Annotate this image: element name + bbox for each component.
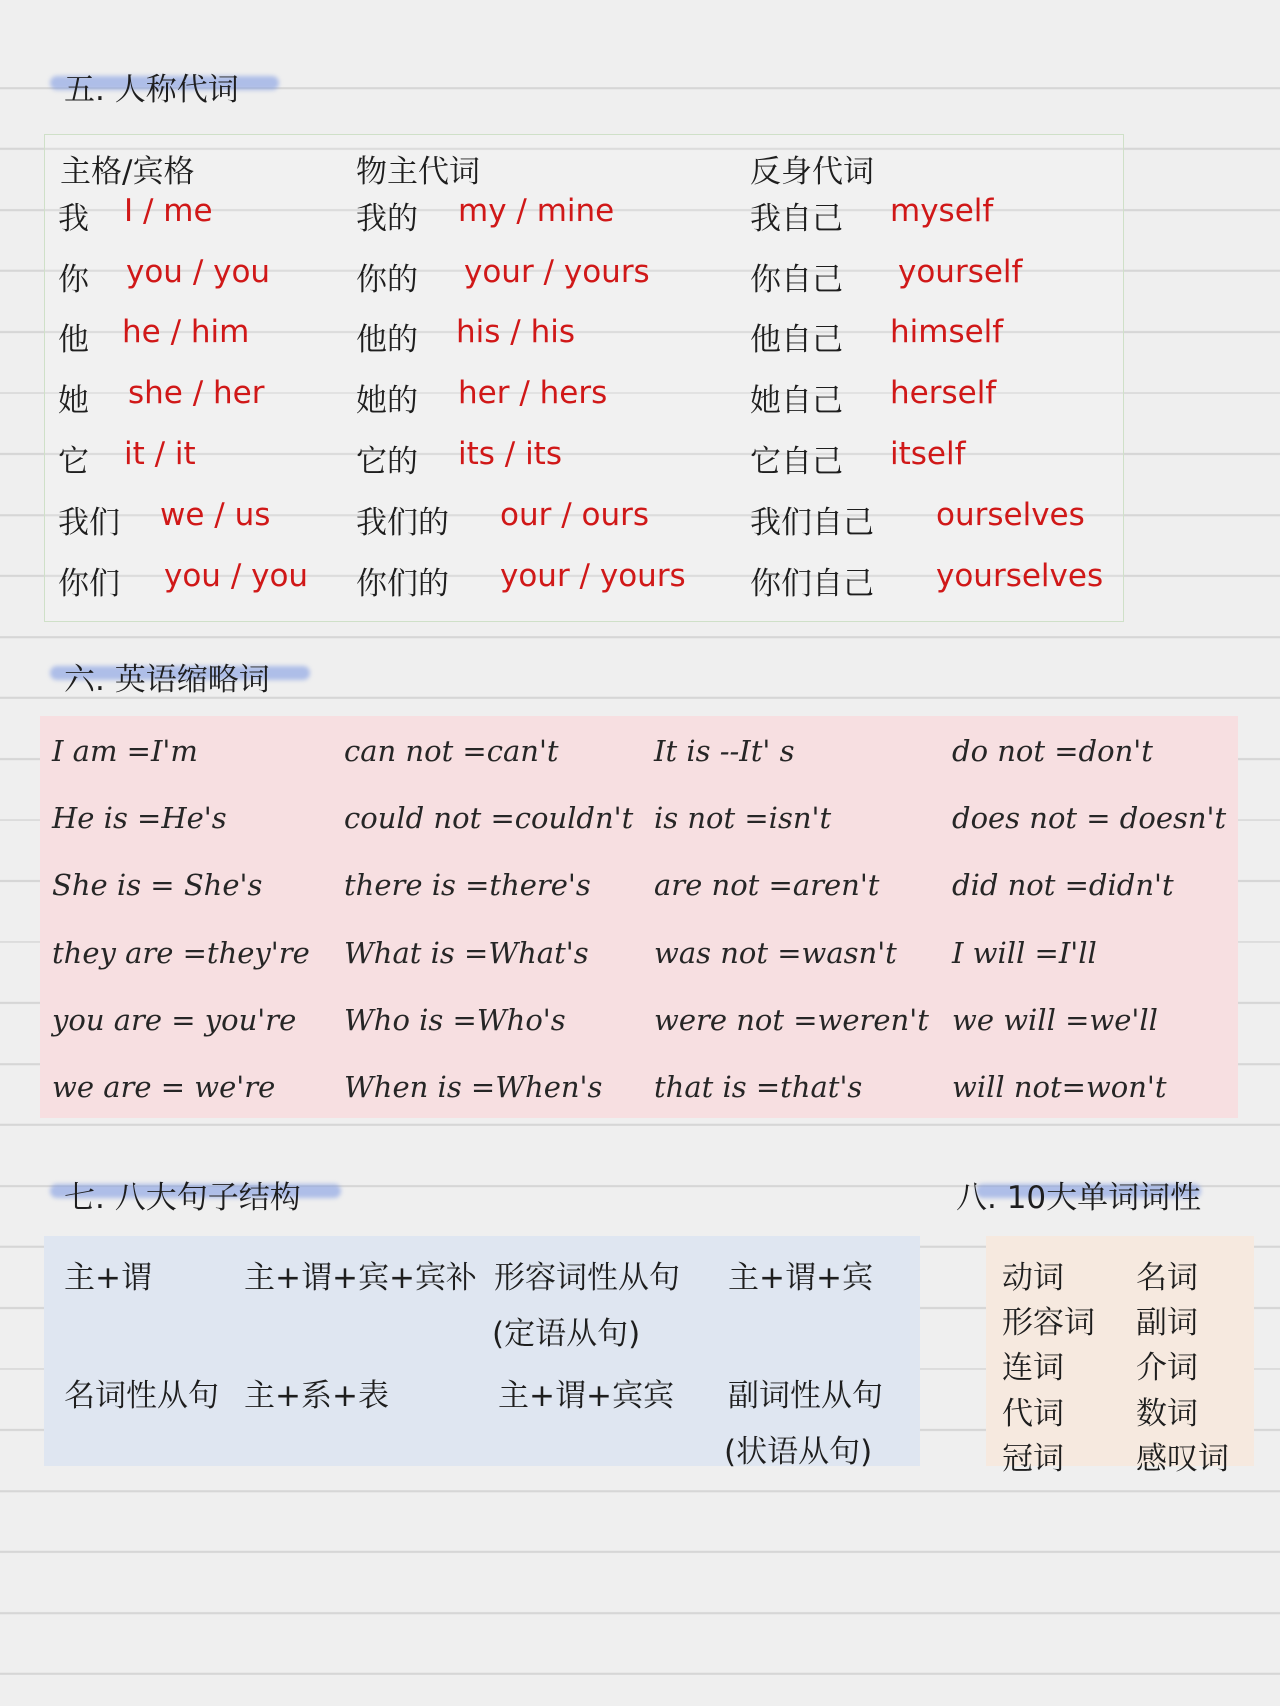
contraction-cell: we will =we'll — [952, 1003, 1158, 1037]
pronoun-possessive-cn: 它的 — [356, 444, 418, 480]
pronoun-reflexive-cn: 你们自己 — [750, 566, 874, 602]
pronoun-subject-en: we / us — [160, 497, 271, 533]
pronoun-possessive-en: his / his — [456, 314, 575, 350]
part-of-speech-item: 副词 — [1136, 1305, 1198, 1341]
part-of-speech-item: 数词 — [1136, 1396, 1198, 1432]
structure-cell: 副词性从句 — [728, 1378, 883, 1414]
section-8-heading — [956, 1172, 1201, 1217]
header-possessive: 物主代词 — [356, 154, 480, 190]
contraction-cell: did not =didn't — [952, 868, 1174, 902]
contraction-cell: there is =there's — [344, 868, 591, 902]
pronoun-possessive-cn: 她的 — [356, 383, 418, 419]
section-6-heading-text: 六. 英语缩略词 — [64, 662, 270, 698]
pronoun-subject-cn: 它 — [58, 444, 89, 480]
section-5-heading-text: 五. 人称代词 — [64, 72, 239, 108]
pronoun-possessive-cn: 我们的 — [356, 505, 449, 541]
pronoun-reflexive-cn: 你自己 — [750, 262, 843, 298]
pronoun-subject-en: you / you — [164, 558, 309, 594]
pronoun-reflexive-en: ourselves — [936, 497, 1085, 533]
pronoun-reflexive-en: myself — [890, 193, 994, 229]
pronoun-reflexive-cn: 它自己 — [750, 444, 843, 480]
part-of-speech-item: 冠词 — [1002, 1441, 1064, 1477]
pronoun-reflexive-cn: 他自己 — [750, 322, 843, 358]
part-of-speech-item: 介词 — [1136, 1350, 1198, 1386]
section-6-heading — [64, 654, 270, 699]
contraction-cell: do not =don't — [952, 734, 1153, 768]
contraction-cell: It is --It' s — [654, 734, 795, 768]
pronoun-reflexive-en: yourselves — [936, 558, 1104, 594]
contraction-cell: I will =I'll — [952, 936, 1097, 970]
pronoun-subject-cn: 你们 — [58, 566, 120, 602]
part-of-speech-item: 连词 — [1002, 1350, 1064, 1386]
pronoun-subject-en: you / you — [126, 254, 271, 290]
contraction-cell: When is =When's — [344, 1070, 603, 1104]
structure-subnote: (定语从句) — [492, 1316, 641, 1352]
pronoun-subject-en: I / me — [124, 193, 213, 229]
section-7-heading-text: 七. 八大句子结构 — [64, 1180, 301, 1216]
part-of-speech-item: 形容词 — [1002, 1305, 1095, 1341]
pronoun-reflexive-en: itself — [890, 436, 966, 472]
structure-cell: 主+系+表 — [244, 1378, 389, 1414]
pronoun-reflexive-en: herself — [890, 375, 997, 411]
pronoun-possessive-en: my / mine — [458, 193, 615, 229]
pronoun-possessive-en: our / ours — [500, 497, 650, 533]
structure-cell: 主+谓 — [64, 1260, 152, 1296]
pronoun-subject-en: she / her — [128, 375, 265, 411]
contraction-cell: that is =that's — [654, 1070, 863, 1104]
pronoun-subject-cn: 她 — [58, 383, 89, 419]
structure-cell: 形容词性从句 — [494, 1260, 680, 1296]
pronoun-possessive-en: her / hers — [458, 375, 608, 411]
structure-cell: 主+谓+宾 — [728, 1260, 873, 1296]
pronoun-possessive-en: your / yours — [500, 558, 686, 594]
pronoun-possessive-cn: 你的 — [356, 262, 418, 298]
contraction-cell: He is =He's — [52, 801, 227, 835]
pronoun-possessive-cn: 他的 — [356, 322, 418, 358]
structure-cell: 名词性从句 — [64, 1378, 219, 1414]
pronoun-reflexive-en: yourself — [898, 254, 1023, 290]
pronoun-reflexive-cn: 她自己 — [750, 383, 843, 419]
header-subject-object: 主格/宾格 — [60, 154, 195, 190]
pronoun-subject-en: he / him — [122, 314, 250, 350]
pronoun-subject-cn: 我 — [58, 201, 89, 237]
contraction-cell: you are = you're — [52, 1003, 297, 1037]
pronoun-subject-cn: 他 — [58, 322, 89, 358]
pronoun-reflexive-cn: 我自己 — [750, 201, 843, 237]
structure-cell: 主+谓+宾宾 — [498, 1378, 674, 1414]
contraction-cell: are not =aren't — [654, 868, 880, 902]
header-reflexive: 反身代词 — [750, 154, 874, 190]
contraction-cell: does not = doesn't — [952, 801, 1227, 835]
part-of-speech-item: 代词 — [1002, 1396, 1064, 1432]
section-8-heading-text: 八. 10大单词词性 — [956, 1180, 1202, 1216]
contraction-cell: they are =they're — [52, 936, 310, 970]
contraction-cell: She is = She's — [52, 868, 263, 902]
contraction-cell: was not =wasn't — [654, 936, 897, 970]
contraction-cell: I am =I'm — [52, 734, 198, 768]
pronoun-subject-cn: 你 — [58, 262, 89, 298]
structure-cell: 主+谓+宾+宾补 — [244, 1260, 477, 1296]
contraction-cell: is not =isn't — [654, 801, 832, 835]
pronoun-possessive-cn: 你们的 — [356, 566, 449, 602]
contraction-cell: What is =What's — [344, 936, 589, 970]
pronoun-subject-en: it / it — [124, 436, 196, 472]
pronoun-reflexive-en: himself — [890, 314, 1004, 350]
pronoun-possessive-en: your / yours — [464, 254, 650, 290]
contraction-cell: Who is =Who's — [344, 1003, 566, 1037]
section-5-heading — [64, 64, 239, 109]
pronoun-subject-cn: 我们 — [58, 505, 120, 541]
part-of-speech-item: 动词 — [1002, 1260, 1064, 1296]
pronoun-reflexive-cn: 我们自己 — [750, 505, 874, 541]
contractions-table — [40, 716, 1238, 1118]
part-of-speech-item: 感叹词 — [1136, 1441, 1229, 1477]
section-7-heading — [64, 1172, 301, 1217]
contraction-cell: will not=won't — [952, 1070, 1167, 1104]
pronoun-possessive-en: its / its — [458, 436, 562, 472]
structure-subnote: (状语从句) — [724, 1434, 873, 1470]
contraction-cell: were not =weren't — [654, 1003, 929, 1037]
part-of-speech-item: 名词 — [1136, 1260, 1198, 1296]
pronoun-possessive-cn: 我的 — [356, 201, 418, 237]
contraction-cell: could not =couldn't — [344, 801, 634, 835]
contraction-cell: can not =can't — [344, 734, 559, 768]
contraction-cell: we are = we're — [52, 1070, 276, 1104]
